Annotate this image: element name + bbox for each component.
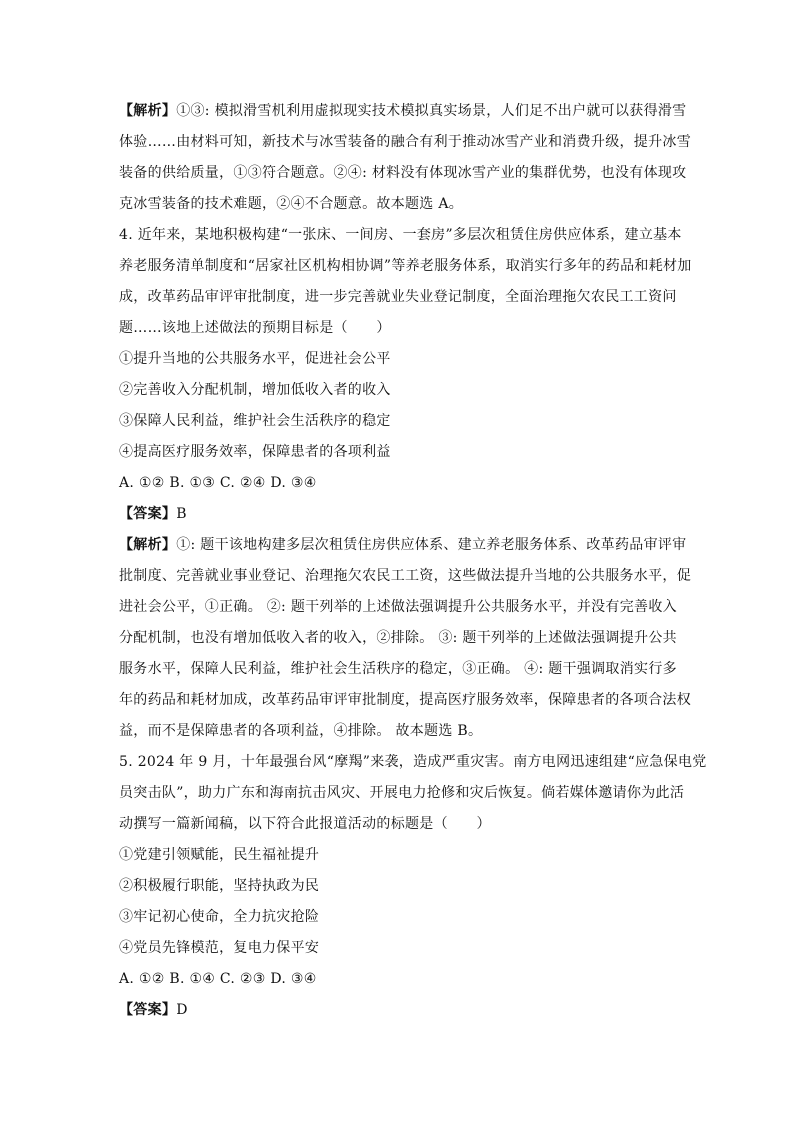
text-line [119, 685, 691, 716]
answer-option: ③保障人民利益，维护社会生活秩序的稳定 [119, 413, 391, 429]
section-label: 【答案】 [119, 1002, 177, 1018]
line-text: 分配机制，也没有增加低收入者的收入，②排除。 ③: 题干列举的上述做法强调提升公共 [119, 630, 677, 646]
answer-option: ④提高医疗服务效率，保障患者的各项利益 [119, 444, 391, 460]
line-text: 克冰雪装备的技术难题，②④不合题意。故本题选 A。 [119, 196, 464, 212]
line-text: 动撰写一篇新闻稿，以下符合此报道活动的标题是（ ） [119, 816, 491, 832]
line-text: 4. 近年来，某地积极构建“一张床、一间房、一套房”多层次租赁住房供应体系，建立基本 [119, 227, 682, 243]
line-text: ①: 题干该地构建多层次租赁住房供应体系、建立养老服务体系、改革药品审评审 [176, 537, 687, 553]
text-line [119, 995, 679, 1026]
line-text: 员突击队”，助力广东和海南抗击风灾、开展电力抢修和灾后恢复。倘若媒体邀请你为此活 [119, 785, 685, 801]
text-line [119, 251, 692, 282]
answer-option: A. ①② B. ①④ C. ②③ D. ③④ [119, 971, 317, 987]
text-line [119, 282, 679, 313]
answer-option: ③牢记初心使命，全力抗灾抢险 [119, 909, 320, 925]
line-text: D [176, 1002, 188, 1018]
answer-option: ②积极履行职能，坚持执政为民 [119, 878, 320, 894]
text-line [119, 127, 691, 158]
text-line [119, 561, 691, 592]
line-text: 服务水平，保障人民利益，维护社会生活秩序的稳定，③正确。 ④: 题干强调取消实行多 [119, 661, 677, 677]
text-line [119, 654, 679, 685]
answer-option: ②完善收入分配机制，增加低收入者的收入 [119, 382, 391, 398]
paragraph [119, 499, 679, 530]
answer-option: ①提升当地的公共服务水平，促进社会公平 [119, 351, 391, 367]
paragraph [119, 747, 707, 840]
line-text: 养老服务清单制度和“居家社区机构相协调”等养老服务体系，取消实行多年的药品和耗材加 [119, 258, 692, 274]
text-line [119, 716, 679, 747]
line-text: 题……该地上述做法的预期目标是（ ） [119, 320, 391, 336]
line-text: 装备的供给质量，①③符合题意。②④: 材料没有体现冰雪产业的集群优势，也没有体现攻 [119, 165, 687, 181]
text-line [119, 592, 679, 623]
text-line [119, 220, 682, 251]
answer-option: A. ①② B. ①③ C. ②④ D. ③④ [119, 475, 317, 491]
line-text: 益，而不是保障患者的各项利益，④排除。 故本题选 B。 [119, 723, 483, 739]
answer-option: ④党员先锋模范，复电力保平安 [119, 940, 320, 956]
paragraph [119, 96, 691, 220]
line-text: 批制度、完善就业事业登记、治理拖欠农民工工资，这些做法提升当地的公共服务水平，促 [119, 568, 691, 584]
answer-option: ①党建引领赋能，民生福祉提升 [119, 847, 320, 863]
text-line [119, 778, 685, 809]
paragraph [119, 530, 691, 747]
line-text: ①③: 模拟滑雪机利用虚拟现实技术模拟真实场景，人们足不出户就可以获得滑雪 [176, 103, 687, 119]
text-line [119, 530, 687, 561]
text-line [119, 189, 679, 220]
text-line [119, 313, 679, 344]
text-line [119, 809, 679, 840]
line-text: 成，改革药品审评审批制度，进一步完善就业失业登记制度，全面治理拖欠农民工工资问 [119, 289, 677, 305]
text-line [119, 158, 687, 189]
text-line [119, 747, 707, 778]
text-line [119, 623, 679, 654]
section-label: 【答案】 [119, 506, 177, 522]
document-body [119, 96, 707, 1026]
paragraph [119, 995, 679, 1026]
text-line [119, 96, 687, 127]
section-label: 【解析】 [119, 103, 177, 119]
line-text: 体验……由材料可知，新技术与冰雪装备的融合有利于推动冰雪产业和消费升级，提升冰雪 [119, 134, 691, 150]
line-text: 5. 2024 年 9 月，十年最强台风“摩羯”来袭，造成严重灾害。南方电网迅速组建“应急保电党 [119, 754, 707, 770]
paragraph [119, 220, 692, 344]
line-text: B [176, 506, 187, 522]
line-text: 进社会公平，①正确。 ②: 题干列举的上述做法强调提升公共服务水平，并没有完善收入 [119, 599, 677, 615]
section-label: 【解析】 [119, 537, 177, 553]
text-line [119, 499, 679, 530]
line-text: 年的药品和耗材加成，改革药品审评审批制度，提高医疗服务效率，保障患者的各项合法权 [119, 692, 691, 708]
